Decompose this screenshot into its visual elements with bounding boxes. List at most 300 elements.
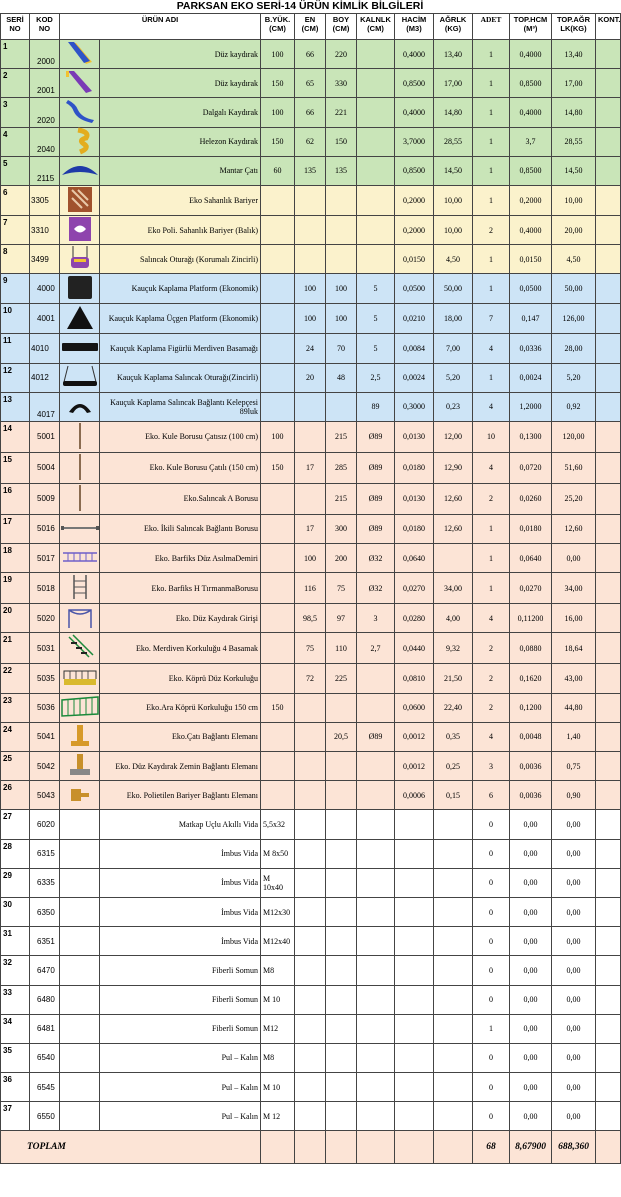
cell-byuk bbox=[261, 604, 295, 633]
product-image bbox=[60, 897, 100, 926]
kod-no: 5016 bbox=[30, 514, 60, 543]
h-ladder-icon bbox=[69, 573, 91, 603]
cell-kont bbox=[596, 98, 621, 127]
product-image bbox=[60, 1102, 100, 1131]
rubber-step-icon bbox=[60, 340, 100, 356]
product-image bbox=[60, 1014, 100, 1043]
cell-boy bbox=[326, 1102, 357, 1131]
cell-agr: 12,60 bbox=[434, 514, 473, 543]
cell-topagr: 10,00 bbox=[552, 185, 596, 215]
kod-no: 6351 bbox=[30, 927, 60, 956]
cell-agr: 0,23 bbox=[434, 392, 473, 421]
kod-no: 5004 bbox=[30, 452, 60, 483]
cell-topagr: 0,75 bbox=[552, 752, 596, 781]
bridge-icon bbox=[62, 667, 98, 691]
product-image bbox=[60, 98, 100, 127]
total-label: TOPLAM bbox=[1, 1131, 261, 1164]
cell-byuk bbox=[261, 185, 295, 215]
cell-hacim: 0,0150 bbox=[395, 245, 434, 274]
cell-agr bbox=[434, 810, 473, 839]
cell-agr: 0,25 bbox=[434, 752, 473, 781]
cell-kont bbox=[596, 985, 621, 1014]
cell-adet: 0 bbox=[473, 1043, 510, 1072]
cell-hacim: 0,0600 bbox=[395, 693, 434, 722]
cell-adet: 6 bbox=[473, 781, 510, 810]
urun-adi: Kauçuk Kaplama Figürlü Merdiven Basamağı bbox=[100, 334, 261, 363]
table-row bbox=[1, 98, 621, 127]
col-kalin: KALNLK (CM) bbox=[357, 14, 395, 40]
cell-tophcm: 0,1200 bbox=[510, 693, 552, 722]
cell-en bbox=[295, 956, 326, 985]
table-row bbox=[1, 1014, 621, 1043]
urun-adi: Pul – Kalın bbox=[100, 1073, 261, 1102]
table-row bbox=[1, 1043, 621, 1072]
kod-no: 5020 bbox=[30, 604, 60, 633]
seri-no: 35 bbox=[1, 1043, 30, 1072]
cell-hacim: 0,0006 bbox=[395, 781, 434, 810]
kod-no: 3305 bbox=[30, 185, 60, 215]
product-image bbox=[60, 544, 100, 573]
cell-topagr: 44,80 bbox=[552, 693, 596, 722]
fish-barrier-icon bbox=[67, 216, 93, 244]
cell-tophcm: 0,0720 bbox=[510, 452, 552, 483]
cell-kal: Ø89 bbox=[357, 421, 395, 452]
col-kont: KONT. bbox=[596, 14, 621, 40]
table-row bbox=[1, 985, 621, 1014]
cell-en: 75 bbox=[295, 633, 326, 664]
kod-no: 5036 bbox=[30, 693, 60, 722]
cell-adet: 1 bbox=[473, 69, 510, 98]
seri-no: 13 bbox=[1, 392, 30, 421]
cell-adet: 1 bbox=[473, 98, 510, 127]
cell-kont bbox=[596, 1014, 621, 1043]
cell-adet: 0 bbox=[473, 956, 510, 985]
cell-byuk: 100 bbox=[261, 421, 295, 452]
urun-adi: Dalgalı Kaydırak bbox=[100, 98, 261, 127]
cell-topagr: 0,90 bbox=[552, 781, 596, 810]
seri-no: 26 bbox=[1, 781, 30, 810]
cell-boy: 330 bbox=[326, 69, 357, 98]
cell-en bbox=[295, 985, 326, 1014]
cell-en: 62 bbox=[295, 127, 326, 156]
table-row bbox=[1, 483, 621, 514]
cell-topagr: 28,55 bbox=[552, 127, 596, 156]
cell-byuk: M 10x40 bbox=[261, 868, 295, 897]
cell-tophcm: 3,7 bbox=[510, 127, 552, 156]
cell-en bbox=[295, 421, 326, 452]
seri-no: 17 bbox=[1, 514, 30, 543]
cell-topagr: 0,00 bbox=[552, 927, 596, 956]
cell-adet: 4 bbox=[473, 334, 510, 363]
kod-no: 2040 bbox=[30, 127, 60, 156]
kod-no: 6545 bbox=[30, 1073, 60, 1102]
urun-adi: Pul – Kalın bbox=[100, 1102, 261, 1131]
cell-byuk bbox=[261, 722, 295, 751]
cell-en: 100 bbox=[295, 544, 326, 573]
product-image bbox=[60, 304, 100, 334]
cell-agr: 4,50 bbox=[434, 245, 473, 274]
cell-kal bbox=[357, 245, 395, 274]
cell-kal bbox=[357, 839, 395, 868]
urun-adi: Kauçuk Kaplama Üçgen Platform (Ekonomik) bbox=[100, 304, 261, 334]
cell-kal: 89 bbox=[357, 392, 395, 421]
cell-agr: 34,00 bbox=[434, 573, 473, 604]
blue-slide-icon bbox=[62, 40, 98, 68]
cell-tophcm: 0,00 bbox=[510, 927, 552, 956]
cell-agr: 28,55 bbox=[434, 127, 473, 156]
kod-no: 5042 bbox=[30, 752, 60, 781]
cell-tophcm: 0,0500 bbox=[510, 274, 552, 304]
col-tophcm: TOP.HCM (M³) bbox=[510, 14, 552, 40]
cell-adet: 1 bbox=[473, 274, 510, 304]
cell-en bbox=[295, 810, 326, 839]
barrier-connector-icon bbox=[68, 781, 92, 809]
cell-topagr: 34,00 bbox=[552, 573, 596, 604]
cell-topagr: 120,00 bbox=[552, 421, 596, 452]
cell-kal bbox=[357, 1102, 395, 1131]
product-image bbox=[60, 363, 100, 392]
kod-no: 6540 bbox=[30, 1043, 60, 1072]
cell-adet: 7 bbox=[473, 304, 510, 334]
cell-agr: 12,60 bbox=[434, 483, 473, 514]
urun-adi: Düz kaydırak bbox=[100, 40, 261, 69]
cell-en: 100 bbox=[295, 274, 326, 304]
cell-topagr: 17,00 bbox=[552, 69, 596, 98]
seri-no: 33 bbox=[1, 985, 30, 1014]
ground-connector-icon bbox=[68, 752, 92, 780]
cell-byuk bbox=[261, 514, 295, 543]
urun-adi: Düz kaydırak bbox=[100, 69, 261, 98]
cell-adet: 2 bbox=[473, 483, 510, 514]
product-image bbox=[60, 215, 100, 244]
cell-topagr: 0,00 bbox=[552, 1073, 596, 1102]
kod-no: 6335 bbox=[30, 868, 60, 897]
cell-topagr: 16,00 bbox=[552, 604, 596, 633]
cell-en bbox=[295, 1043, 326, 1072]
kod-no: 5035 bbox=[30, 664, 60, 693]
cell-byuk bbox=[261, 304, 295, 334]
cell-tophcm: 0,00 bbox=[510, 810, 552, 839]
wave-slide-icon bbox=[62, 98, 98, 126]
urun-adi: Salıncak Oturağı (Korumalı Zincirli) bbox=[100, 245, 261, 274]
cell-adet: 0 bbox=[473, 868, 510, 897]
cell-adet: 4 bbox=[473, 604, 510, 633]
barrier-panel-icon bbox=[66, 186, 94, 215]
cell-boy bbox=[326, 839, 357, 868]
baby-swing-seat-icon bbox=[68, 245, 92, 273]
cell-boy: 215 bbox=[326, 421, 357, 452]
rubber-square-icon bbox=[66, 274, 94, 303]
seri-no: 36 bbox=[1, 1073, 30, 1102]
cell-adet: 1 bbox=[473, 127, 510, 156]
cell-byuk: M12x30 bbox=[261, 897, 295, 926]
cell-boy bbox=[326, 245, 357, 274]
cell-byuk bbox=[261, 215, 295, 244]
seri-no: 16 bbox=[1, 483, 30, 514]
spiral-slide-icon bbox=[62, 128, 98, 156]
cell-kal: 5 bbox=[357, 304, 395, 334]
cell-agr: 17,00 bbox=[434, 69, 473, 98]
seri-no: 6 bbox=[1, 185, 30, 215]
cell-adet: 0 bbox=[473, 985, 510, 1014]
urun-adi: Eko. Barfiks Düz AsılmaDemiri bbox=[100, 544, 261, 573]
cell-boy bbox=[326, 868, 357, 897]
cell-kont bbox=[596, 544, 621, 573]
cell-kont bbox=[596, 1102, 621, 1131]
urun-adi: Eko. Polietilen Bariyer Bağlantı Elemanı bbox=[100, 781, 261, 810]
cell-kal bbox=[357, 781, 395, 810]
seri-no: 22 bbox=[1, 664, 30, 693]
cell-en bbox=[295, 245, 326, 274]
urun-adi: Eko. Barfiks H TırmanmaBorusu bbox=[100, 573, 261, 604]
cell-kont bbox=[596, 392, 621, 421]
kod-no: 2020 bbox=[30, 98, 60, 127]
cell-agr: 18,00 bbox=[434, 304, 473, 334]
cell-kont bbox=[596, 897, 621, 926]
cell-agr: 12,00 bbox=[434, 421, 473, 452]
cell-kal bbox=[357, 215, 395, 244]
table-row bbox=[1, 868, 621, 897]
stair-rail-icon bbox=[65, 633, 95, 663]
cell-agr bbox=[434, 544, 473, 573]
seri-no: 19 bbox=[1, 573, 30, 604]
cell-adet: 2 bbox=[473, 664, 510, 693]
cell-tophcm: 0,1620 bbox=[510, 664, 552, 693]
cell-kal bbox=[357, 810, 395, 839]
cell-agr: 21,50 bbox=[434, 664, 473, 693]
cell-boy bbox=[326, 927, 357, 956]
table-row bbox=[1, 392, 621, 421]
col-agirlik: AĞRLK (KG) bbox=[434, 14, 473, 40]
cell-kal bbox=[357, 927, 395, 956]
cell-adet: 0 bbox=[473, 1073, 510, 1102]
seri-no: 4 bbox=[1, 127, 30, 156]
monkey-bar-icon bbox=[60, 550, 100, 566]
cell-kal bbox=[357, 1073, 395, 1102]
cell-hacim: 0,0130 bbox=[395, 483, 434, 514]
cell-topagr: 0,00 bbox=[552, 839, 596, 868]
cell-boy: 97 bbox=[326, 604, 357, 633]
cell-boy: 20,5 bbox=[326, 722, 357, 751]
kod-no: 5041 bbox=[30, 722, 60, 751]
cell-kal: 2,7 bbox=[357, 633, 395, 664]
total-topagr: 688,360 bbox=[552, 1131, 596, 1164]
cell-agr: 14,50 bbox=[434, 156, 473, 185]
page-title: PARKSAN EKO SERİ-14 ÜRÜN KİMLİK BİLGİLERİ bbox=[176, 0, 424, 12]
cell-hacim: 0,0012 bbox=[395, 722, 434, 751]
cell-tophcm: 0,0036 bbox=[510, 752, 552, 781]
cell-adet: 1 bbox=[473, 185, 510, 215]
cell-agr bbox=[434, 1014, 473, 1043]
kod-no: 6481 bbox=[30, 1014, 60, 1043]
cell-adet: 3 bbox=[473, 752, 510, 781]
cell-kont bbox=[596, 274, 621, 304]
cell-kal bbox=[357, 1014, 395, 1043]
urun-adi: Kauçuk Kaplama Salıncak Bağlantı Kelepçesi 89luk bbox=[100, 392, 261, 421]
cell-kont bbox=[596, 452, 621, 483]
cell-tophcm: 0,00 bbox=[510, 839, 552, 868]
cell-topagr: 0,92 bbox=[552, 392, 596, 421]
kod-no: 5001 bbox=[30, 421, 60, 452]
cell-kont bbox=[596, 185, 621, 215]
product-image bbox=[60, 810, 100, 839]
cell-hacim: 0,2000 bbox=[395, 185, 434, 215]
cell-boy: 48 bbox=[326, 363, 357, 392]
table-row bbox=[1, 897, 621, 926]
cell-tophcm: 0,0036 bbox=[510, 781, 552, 810]
seri-no: 1 bbox=[1, 40, 30, 69]
cell-boy: 135 bbox=[326, 156, 357, 185]
cell-byuk bbox=[261, 392, 295, 421]
cell-kont bbox=[596, 781, 621, 810]
cell-kont bbox=[596, 483, 621, 514]
cell-kont bbox=[596, 752, 621, 781]
cell-kont bbox=[596, 245, 621, 274]
seri-no: 3 bbox=[1, 98, 30, 127]
seri-no: 12 bbox=[1, 363, 30, 392]
cell-hacim: 0,0084 bbox=[395, 334, 434, 363]
cell-topagr: 0,00 bbox=[552, 544, 596, 573]
product-image bbox=[60, 334, 100, 363]
cell-adet: 2 bbox=[473, 215, 510, 244]
cell-byuk: M12x40 bbox=[261, 927, 295, 956]
cell-adet: 1 bbox=[473, 573, 510, 604]
cell-kal bbox=[357, 98, 395, 127]
cell-byuk: M12 bbox=[261, 1014, 295, 1043]
cell-kont bbox=[596, 514, 621, 543]
seri-no: 30 bbox=[1, 897, 30, 926]
cell-byuk: M 8x50 bbox=[261, 839, 295, 868]
product-image bbox=[60, 573, 100, 604]
seri-no: 10 bbox=[1, 304, 30, 334]
table-row bbox=[1, 956, 621, 985]
urun-adi: Matkap Uçlu Akıllı Vida bbox=[100, 810, 261, 839]
table-row bbox=[1, 810, 621, 839]
cell-en: 17 bbox=[295, 514, 326, 543]
cell-adet: 4 bbox=[473, 722, 510, 751]
cell-byuk: M 10 bbox=[261, 985, 295, 1014]
cell-adet: 1 bbox=[473, 514, 510, 543]
table-row bbox=[1, 274, 621, 304]
cell-en bbox=[295, 868, 326, 897]
product-image bbox=[60, 483, 100, 514]
cell-hacim bbox=[395, 985, 434, 1014]
cell-kal bbox=[357, 752, 395, 781]
cell-hacim bbox=[395, 897, 434, 926]
table-row bbox=[1, 69, 621, 98]
cell-kal bbox=[357, 664, 395, 693]
cell-boy bbox=[326, 1043, 357, 1072]
cell-boy: 100 bbox=[326, 274, 357, 304]
cell-kal: 3 bbox=[357, 604, 395, 633]
table-row bbox=[1, 421, 621, 452]
cell-kont bbox=[596, 334, 621, 363]
cell-adet: 0 bbox=[473, 897, 510, 926]
product-image bbox=[60, 604, 100, 633]
cell-topagr: 20,00 bbox=[552, 215, 596, 244]
seri-no: 5 bbox=[1, 156, 30, 185]
green-rail-icon bbox=[60, 694, 100, 722]
urun-adi: Mantar Çatı bbox=[100, 156, 261, 185]
cell-byuk: M8 bbox=[261, 956, 295, 985]
cell-en: 20 bbox=[295, 363, 326, 392]
cell-en: 116 bbox=[295, 573, 326, 604]
table-row bbox=[1, 604, 621, 633]
cell-tophcm: 0,147 bbox=[510, 304, 552, 334]
cell-en bbox=[295, 1073, 326, 1102]
col-adet: ADET bbox=[473, 14, 510, 40]
seri-no: 31 bbox=[1, 927, 30, 956]
cell-kont bbox=[596, 215, 621, 244]
cell-kal bbox=[357, 185, 395, 215]
cell-tophcm: 0,00 bbox=[510, 868, 552, 897]
cell-topagr: 0,00 bbox=[552, 1043, 596, 1072]
kod-no: 5018 bbox=[30, 573, 60, 604]
cell-kont bbox=[596, 633, 621, 664]
cell-byuk: 150 bbox=[261, 127, 295, 156]
cell-topagr: 1,40 bbox=[552, 722, 596, 751]
cell-tophcm: 0,4000 bbox=[510, 40, 552, 69]
cell-topagr: 43,00 bbox=[552, 664, 596, 693]
product-image bbox=[60, 693, 100, 722]
urun-adi: Fiberli Somun bbox=[100, 956, 261, 985]
cell-hacim bbox=[395, 1043, 434, 1072]
product-image bbox=[60, 781, 100, 810]
product-image bbox=[60, 127, 100, 156]
kod-no: 2115 bbox=[30, 156, 60, 185]
cell-en bbox=[295, 927, 326, 956]
cell-en bbox=[295, 185, 326, 215]
cell-en: 66 bbox=[295, 98, 326, 127]
cell-topagr: 0,00 bbox=[552, 1014, 596, 1043]
cell-boy bbox=[326, 693, 357, 722]
cell-kont bbox=[596, 421, 621, 452]
cell-kont bbox=[596, 956, 621, 985]
product-image bbox=[60, 69, 100, 98]
kod-no: 5017 bbox=[30, 544, 60, 573]
cell-tophcm: 0,11200 bbox=[510, 604, 552, 633]
table-row bbox=[1, 245, 621, 274]
cell-adet: 0 bbox=[473, 839, 510, 868]
table-row bbox=[1, 781, 621, 810]
cell-byuk bbox=[261, 752, 295, 781]
cell-hacim: 0,2000 bbox=[395, 215, 434, 244]
col-en: EN (CM) bbox=[295, 14, 326, 40]
cell-kal bbox=[357, 985, 395, 1014]
cell-en bbox=[295, 693, 326, 722]
cell-en bbox=[295, 722, 326, 751]
cell-tophcm: 0,0180 bbox=[510, 514, 552, 543]
cell-en: 66 bbox=[295, 40, 326, 69]
cell-kal bbox=[357, 897, 395, 926]
cell-hacim: 0,0180 bbox=[395, 514, 434, 543]
cell-hacim: 0,8500 bbox=[395, 69, 434, 98]
cell-kont bbox=[596, 156, 621, 185]
product-image bbox=[60, 156, 100, 185]
urun-adi: İmbus Vida bbox=[100, 868, 261, 897]
cell-topagr: 0,00 bbox=[552, 1102, 596, 1131]
cell-byuk bbox=[261, 245, 295, 274]
cell-hacim: 0,0270 bbox=[395, 573, 434, 604]
cell-adet: 2 bbox=[473, 693, 510, 722]
product-image bbox=[60, 956, 100, 985]
cell-en bbox=[295, 839, 326, 868]
table-row bbox=[1, 664, 621, 693]
cell-en bbox=[295, 483, 326, 514]
cell-kont bbox=[596, 810, 621, 839]
cell-en bbox=[295, 897, 326, 926]
kod-no: 4010 bbox=[30, 334, 60, 363]
